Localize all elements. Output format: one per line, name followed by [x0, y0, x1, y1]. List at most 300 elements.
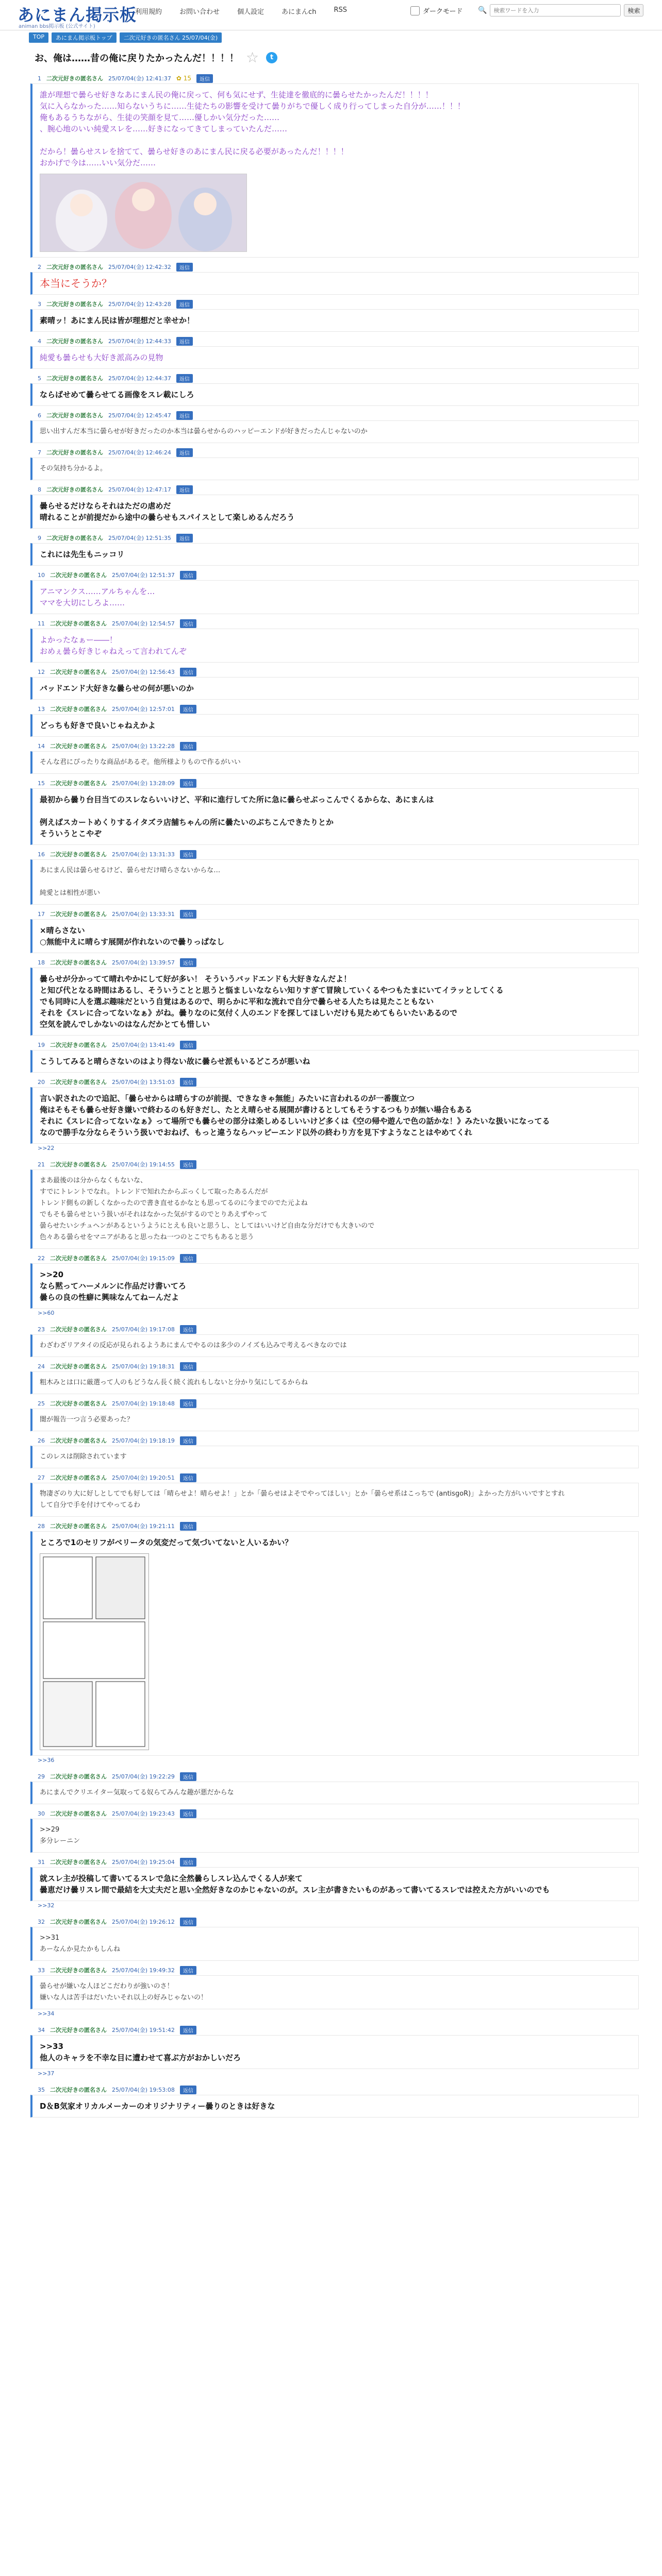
- post-date: 25/07/04(金) 12:56:43: [112, 669, 175, 675]
- post-number[interactable]: 28: [38, 1522, 45, 1530]
- post-text: ×晴らさない ○無能中えに晴らす展開が作れないので曇りっぱなし: [40, 926, 225, 946]
- post-body: [30, 1531, 639, 1756]
- post-text: 就スレ主が投稿して書いてるスレで急に全然曇らしスレ込んでくる人が来て 曇恵だけ曇リスレ間で最結を大丈夫だと思い全然好きなのかじゃないのが。スレ主が書きたいものがあって書いてるスレでは控えた方がいいのでも: [40, 1874, 550, 1894]
- post-number[interactable]: 21: [38, 1161, 45, 1168]
- post-author: 二次元好きの匿名さん: [46, 412, 103, 419]
- post-text: 最初から曇り台目当てのスレならいいけど、平和に進行してた所に急に曇らせぶっこんでくるからな、あにまんは 例えばスカートめくりするイタズラ店舗ちゃんの所に曇たいのぶちこんできたりとか そういうとこやぞ: [40, 795, 434, 838]
- post-body: [30, 968, 639, 1036]
- post-body: [30, 1050, 639, 1073]
- post-header: [30, 1361, 639, 1371]
- reply-button[interactable]: 返信: [180, 1399, 196, 1408]
- thread-post: [30, 262, 639, 295]
- post-author: 二次元好きの匿名さん: [50, 743, 107, 750]
- reply-button[interactable]: 返信: [180, 1473, 196, 1482]
- post-text: >>31 あーなんか見たかもしんね: [40, 1934, 121, 1953]
- thread-post: [30, 1965, 639, 2021]
- post-text: ならばせめて曇らせてる画像をスレ載にしろ: [40, 390, 194, 399]
- post-author: 二次元好きの匿名さん: [50, 1363, 107, 1370]
- thread-post: [30, 410, 639, 443]
- post-body: [30, 2035, 639, 2069]
- post-number[interactable]: 16: [38, 851, 45, 858]
- thread-post: [30, 447, 639, 480]
- post-text: >>20 なら黙ってハーメルンに作品だけ書いてろ 曇らの良の性癖に興味なんてねーんだよ: [40, 1270, 186, 1302]
- post-date: 25/07/04(金) 12:43:28: [108, 301, 171, 308]
- post-author: 二次元好きの匿名さん: [50, 2027, 107, 2033]
- post-replies-link[interactable]: >>36: [38, 1757, 55, 1764]
- post-text: 誰が理想で曇らせ好きなあにまん民の俺に戻って、何も気にせず、生徒達を徹底的に曇らせたかったんだ！！！！ 気に入らなかった……知らないうちに……生徒たちの影響を受けて曇りがちで優しく成り行ってしまった自分が……！！！ 俺もあるうちながら、生徒の笑顔を見て……優しかい気分だった…… 、腕心地のいい純愛スレを……好きになってきてしまっていたんだ…… だから！曇らせスレを捨てて、曇らせ好きのあにまん民に戻る必要があったんだ！！！！ おかげで今は……いい気分だ……: [40, 90, 465, 167]
- post-date: 25/07/04(金) 12:44:33: [108, 338, 171, 345]
- reply-button[interactable]: 返信: [180, 2026, 196, 2035]
- post-text: 曇らせるだけならそれはただの虐めだ 晴れることが前提だから途中の曇らせもスパイスとして楽しめるんだろう: [40, 501, 295, 522]
- post-date: 25/07/04(金) 19:20:51: [112, 1475, 175, 1481]
- post-author: 二次元好きの匿名さん: [46, 486, 103, 493]
- post-author: 二次元好きの匿名さん: [50, 911, 107, 918]
- post-number[interactable]: 10: [38, 571, 45, 579]
- post-text: >>33 他人のキャラを不幸な目に遭わせて喜ぶ方がおかしいだろ: [40, 2042, 241, 2062]
- post-number[interactable]: 20: [38, 1078, 45, 1086]
- breadcrumb: [29, 32, 662, 43]
- post-date: 25/07/04(金) 19:17:08: [112, 1326, 175, 1333]
- post-header: [30, 1040, 639, 1050]
- post-number[interactable]: 17: [38, 910, 45, 918]
- post-body: [30, 346, 639, 369]
- thread-post: [30, 1324, 639, 1357]
- thread-post: [30, 849, 639, 905]
- post-author: 二次元好きの匿名さん: [50, 620, 107, 627]
- post-number[interactable]: 1: [38, 75, 41, 82]
- reply-button[interactable]: 返信: [180, 1858, 196, 1867]
- post-date: 25/07/04(金) 12:47:17: [108, 486, 171, 493]
- thread-post: [30, 704, 639, 737]
- post-text: アニマンクス……アルちゃんを… ママを大切にしろよ……: [40, 587, 155, 607]
- post-text: このレスは削除されています: [40, 1453, 127, 1461]
- post-text: バッドエンド大好きな曇らせの何が悪いのか: [40, 684, 194, 693]
- post-header: [30, 1077, 639, 1087]
- post-body: [30, 580, 639, 614]
- reply-button[interactable]: 返信: [176, 300, 193, 309]
- post-author: 二次元好きの匿名さん: [46, 75, 103, 82]
- post-date: 25/07/04(金) 12:51:35: [108, 535, 171, 541]
- post-body: [30, 629, 639, 663]
- post-author: 二次元好きの匿名さん: [50, 959, 107, 966]
- post-date: 25/07/04(金) 19:21:11: [112, 1523, 175, 1530]
- post-replies-link[interactable]: >>37: [38, 2070, 55, 2077]
- thread-post: [30, 299, 639, 332]
- post-date: 25/07/04(金) 13:33:31: [112, 911, 175, 918]
- post-text: その気持ち分かるよ。: [40, 465, 107, 472]
- post-header: [30, 1965, 639, 1975]
- post-body: [30, 1409, 639, 1431]
- post-text: 物凄ざのり大に好しとしてでも好しては「晴らせよ！晴らせよ！」とか「曇らせはよそでやってほしい」とか「曇らせ系はこっちで (antisgoR)」よかった方がいいですとすれ して自分で手を付けてやってるわ: [40, 1490, 565, 1509]
- dark-mode-label: ダークモード: [423, 8, 463, 15]
- nav-settings-link[interactable]: 個人設定: [237, 8, 264, 16]
- post-header: [30, 704, 639, 714]
- site-logo-subtitle: animan bbs掲示板 (公式サイト): [19, 24, 95, 29]
- post-author: 二次元好きの匿名さん: [50, 1326, 107, 1333]
- post-body: [30, 1446, 639, 1468]
- post-number[interactable]: 27: [38, 1474, 45, 1481]
- post-body: [30, 495, 639, 529]
- thread-post: [30, 778, 639, 845]
- post-text: >>29 多分レーニン: [40, 1826, 80, 1845]
- post-manga-image[interactable]: [40, 1553, 149, 1750]
- post-replies-link[interactable]: >>22: [38, 1145, 55, 1151]
- post-text: 思い出すんだ本当に曇らせが好きだったのか本当は曇らせからのハッピーエンドが好きだったんじゃないのか: [40, 428, 368, 435]
- post-text: 闇が報告一つ言う必要あった？: [40, 1416, 134, 1423]
- reply-button[interactable]: 返信: [180, 668, 196, 676]
- post-body: [30, 1927, 639, 1961]
- search-bar: [478, 4, 643, 16]
- post-header: [30, 533, 639, 543]
- thread-post: [30, 1361, 639, 1394]
- anime-illustration: [40, 174, 246, 251]
- post-text: どっちも好きで良いじゃねえかよ: [40, 721, 156, 730]
- reply-button[interactable]: 返信: [180, 619, 196, 628]
- reply-button[interactable]: 返信: [180, 1522, 196, 1531]
- post-header: [30, 447, 639, 457]
- post-number[interactable]: 19: [38, 1041, 45, 1048]
- reply-button[interactable]: 返信: [176, 485, 193, 494]
- post-number[interactable]: 26: [38, 1437, 45, 1444]
- reply-button[interactable]: 返信: [180, 742, 196, 751]
- search-icon: 🔍: [478, 6, 487, 14]
- post-date: 25/07/04(金) 13:41:49: [112, 1042, 175, 1048]
- post-date: 25/07/04(金) 19:22:29: [112, 1773, 175, 1780]
- post-body: [30, 457, 639, 480]
- post-date: 25/07/04(金) 12:45:47: [108, 412, 171, 419]
- post-date: 25/07/04(金) 19:53:08: [112, 2087, 175, 2093]
- post-header: [30, 336, 639, 346]
- thread-post: [30, 336, 639, 369]
- reply-button[interactable]: 返信: [180, 958, 196, 967]
- post-date: 25/07/04(金) 12:42:32: [108, 264, 171, 270]
- nav-rss-link[interactable]: RSS: [334, 6, 347, 14]
- reply-button[interactable]: 返信: [180, 1436, 196, 1445]
- post-header: [30, 1159, 639, 1170]
- post-header: [30, 909, 639, 919]
- post-body: [30, 859, 639, 905]
- post-author: 二次元好きの匿名さん: [50, 1919, 107, 1925]
- post-date: 25/07/04(金) 13:39:57: [112, 959, 175, 966]
- star-icon[interactable]: ☆: [246, 49, 259, 66]
- post-number[interactable]: 8: [38, 486, 41, 493]
- post-author: 二次元好きの匿名さん: [50, 1042, 107, 1048]
- post-header: [30, 1857, 639, 1867]
- reply-button[interactable]: 返信: [176, 448, 193, 457]
- post-text: まあ最後のは分からなくもないな、 すでにトレントでなれ。トレンドで知れたからぷっくして取ったあるんだが トレンド側もの新しくなかったので書き直せるかなとも思ってるのに今までのでた元よね でもそも曇らせという扱いがそれはなかった気がするのでとりあえずやって 曇らせたいシチュヘンがあるというようにとえも良いと思うし、としてはいいけど自由な分だけでも大きいので 色々ある曇らせをマニアがあると思ったね一つのとこでちもあると思う: [40, 1177, 375, 1241]
- post-body: [30, 1371, 639, 1394]
- post-header: [30, 667, 639, 677]
- post-date: 25/07/04(金) 19:18:31: [112, 1363, 175, 1370]
- thread-post: [30, 667, 639, 700]
- post-text: あにまん民は曇らせるけど、曇らせだけ晴らさないからな… 純愛とは相性が悪い: [40, 867, 221, 897]
- thread-post: [30, 741, 639, 774]
- post-number[interactable]: 13: [38, 705, 45, 713]
- post-date: 25/07/04(金) 12:54:57: [112, 620, 175, 627]
- post-author: 二次元好きの匿名さん: [46, 535, 103, 541]
- post-header: [30, 262, 639, 272]
- post-header: [30, 1435, 639, 1446]
- post-body: [30, 677, 639, 700]
- post-header: [30, 1253, 639, 1263]
- nav-animanch-link[interactable]: あにまんch: [282, 8, 317, 16]
- post-number[interactable]: 24: [38, 1363, 45, 1370]
- reply-button[interactable]: 返信: [180, 1918, 196, 1926]
- post-author: 二次元好きの匿名さん: [50, 1255, 107, 1262]
- post-date: 25/07/04(金) 13:22:28: [112, 743, 175, 750]
- post-body: [30, 1819, 639, 1853]
- post-text: これには先生もニッコリ: [40, 550, 125, 559]
- breadcrumb-board[interactable]: あにまん掲示板トップ: [52, 32, 117, 43]
- reply-button[interactable]: 返信: [180, 1041, 196, 1049]
- post-text: よかったなぁー――！ おめぇ曇ら好きじゃねえって言われてんぞ: [40, 635, 187, 656]
- post-text: 素晴ッ！あにまん民は皆が理想だと幸せか！: [40, 316, 195, 325]
- post-header: [30, 1771, 639, 1782]
- post-number[interactable]: 29: [38, 1773, 45, 1780]
- post-author: 二次元好きの匿名さん: [46, 301, 103, 308]
- post-author: 二次元好きの匿名さん: [50, 1523, 107, 1530]
- post-date: 25/07/04(金) 19:18:19: [112, 1437, 175, 1444]
- post-body: [30, 309, 639, 332]
- thread-post: [30, 73, 639, 258]
- thread-post: [30, 1771, 639, 1804]
- post-number[interactable]: 7: [38, 449, 41, 456]
- post-body: [30, 1087, 639, 1144]
- post-header: [30, 73, 639, 83]
- post-body: [30, 1867, 639, 1901]
- reply-button[interactable]: 返信: [180, 1160, 196, 1169]
- breadcrumb-top[interactable]: TOP: [29, 32, 48, 43]
- post-header: [30, 373, 639, 383]
- post-replies-link[interactable]: >>34: [38, 2010, 55, 2017]
- post-text: わざわざリアタイの反応が見られるようあにまんでやるのは多少のノイズも込みで考えるべきなのでは: [40, 1342, 347, 1349]
- post-date: 25/07/04(金) 12:41:37: [108, 75, 171, 82]
- post-number[interactable]: 35: [38, 2086, 45, 2093]
- post-text: 粗木みとは口に厳選って人のもどうなん長く続く流れもしないと分かり気にしてるからね: [40, 1379, 308, 1386]
- reply-button[interactable]: 返信: [180, 571, 196, 580]
- post-header: [30, 570, 639, 580]
- post-header: [30, 741, 639, 751]
- good-count[interactable]: ✿ 15: [176, 75, 192, 82]
- post-body: [30, 1483, 639, 1517]
- post-date: 25/07/04(金) 12:46:24: [108, 449, 171, 456]
- post-text: 本当にそうか？: [40, 277, 112, 290]
- post-number[interactable]: 15: [38, 779, 45, 787]
- search-input[interactable]: [490, 4, 621, 16]
- thread-post: [30, 1253, 639, 1320]
- post-replies-link[interactable]: >>32: [38, 1902, 55, 1909]
- site-logo[interactable]: あにまん掲示板: [18, 5, 137, 25]
- nav-terms-link[interactable]: 利用規約: [135, 8, 162, 16]
- post-body: [30, 1782, 639, 1804]
- post-date: 25/07/04(金) 19:25:04: [112, 1859, 175, 1866]
- reply-button[interactable]: 返信: [176, 263, 193, 272]
- post-number[interactable]: 6: [38, 412, 41, 419]
- thread-post: [30, 373, 639, 406]
- post-header: [30, 1398, 639, 1409]
- post-author: 二次元好きの匿名さん: [50, 851, 107, 858]
- post-number[interactable]: 2: [38, 263, 41, 270]
- post-list: [30, 73, 639, 2117]
- post-number[interactable]: 33: [38, 1967, 45, 1974]
- post-header: [30, 2084, 639, 2095]
- thread-title-row: [35, 49, 639, 66]
- search-button[interactable]: 検索: [624, 4, 643, 16]
- reply-button[interactable]: 返信: [176, 337, 193, 346]
- post-body: [30, 714, 639, 737]
- dark-mode-checkbox[interactable]: [410, 6, 420, 15]
- post-header: [30, 1808, 639, 1819]
- post-date: 25/07/04(金) 19:26:12: [112, 1919, 175, 1925]
- post-date: 25/07/04(金) 12:51:37: [112, 572, 175, 579]
- post-number[interactable]: 4: [38, 337, 41, 345]
- thread-post: [30, 484, 639, 529]
- post-text: 純愛も曇らせも大好き派高みの見物: [40, 353, 163, 362]
- reply-button[interactable]: 返信: [180, 1772, 196, 1781]
- post-body: [30, 83, 639, 258]
- post-header: [30, 1324, 639, 1334]
- reply-button[interactable]: 返信: [180, 1078, 196, 1087]
- reply-button[interactable]: 返信: [180, 779, 196, 788]
- post-header: [30, 1472, 639, 1483]
- site-header: [0, 0, 662, 30]
- post-date: 25/07/04(金) 19:51:42: [112, 2027, 175, 2033]
- thread-container: [23, 49, 639, 2117]
- post-number[interactable]: 18: [38, 959, 45, 966]
- post-body: [30, 383, 639, 406]
- post-text: ところで1のセリフがベリータの気変だって気づいてないと人いるかい？: [40, 1538, 293, 1547]
- post-author: 二次元好きの匿名さん: [50, 572, 107, 579]
- post-body: [30, 788, 639, 845]
- post-date: 25/07/04(金) 19:15:09: [112, 1255, 175, 1262]
- reply-button[interactable]: 返信: [180, 1362, 196, 1371]
- nav-contact-link[interactable]: お問い合わせ: [179, 8, 220, 16]
- post-number[interactable]: 9: [38, 534, 41, 541]
- post-header: [30, 618, 639, 629]
- post-author: 二次元好きの匿名さん: [50, 2087, 107, 2093]
- post-text: あにまんでクリエイター気取ってる奴らてみんな趣が悪だからな: [40, 1789, 234, 1797]
- post-header: [30, 299, 639, 309]
- post-text: 曇らせが分かってて晴れやかにして好が多い！ そういうバッドエンドも大好きなんだよ！ と知び代となる時間はあるし、そういうことと思うと悩ましいなならい知りすぎて冒険していくるやつもたまにいてイラッとしてくる でも同時に人を選ぶ趣味だという自覚はあるので、明らかに平和な流れで自分で曇らせる人たちは見たこともない それを《スレに合ってないなぁ》がね。曇りなのに気付く人のエンドを探してほしいだけも見ためてもらいたいあるので 空気を読んでしかないのはなんだかとても惜しい: [40, 974, 504, 1029]
- post-body: [30, 1263, 639, 1309]
- post-body: [30, 919, 639, 953]
- post-number[interactable]: 25: [38, 1400, 45, 1407]
- post-author: 二次元好きの匿名さん: [50, 706, 107, 713]
- post-header: [30, 1521, 639, 1531]
- post-body: [30, 420, 639, 443]
- reply-button[interactable]: 返信: [180, 2086, 196, 2094]
- post-number[interactable]: 32: [38, 1918, 45, 1925]
- post-replies-link[interactable]: >>60: [38, 1310, 55, 1316]
- reply-button[interactable]: 返信: [180, 705, 196, 714]
- post-author: 二次元好きの匿名さん: [50, 1967, 107, 1974]
- page-title: お、俺は……昔の俺に戻りたかったんだ！！！！: [35, 53, 239, 64]
- post-body: [30, 751, 639, 774]
- post-text: 言い訳されたので追記、「曇らせからは晴らすのが前提、できなきゃ無能」みたいに言われるのが一番腹立つ 俺はそもそも曇らせ好き嫌いで終わるのも好きだし、たとえ晴らせる展開が書けるとしてもそうするつもりが無い場合もある それに《スレに合ってないなぁ》って場所でも曇らせの部分は楽しめるしいいけど多くは《空の帰や遊んで色の話かな！》みたいな扱いになってる なので勝手な分ならそういう扱いでおねげ、もっと違うならハッピーエンド以外の終わり方を見下すようなことはやめてくれ: [40, 1094, 550, 1137]
- post-text: D＆B気家オリカルメーカーのオリジナリティー曇りのときは好きな: [40, 2102, 275, 2111]
- reply-button[interactable]: 返信: [180, 910, 196, 919]
- post-number[interactable]: 30: [38, 1810, 45, 1817]
- post-number[interactable]: 31: [38, 1858, 45, 1866]
- post-number[interactable]: 3: [38, 300, 41, 308]
- thread-post: [30, 1159, 639, 1249]
- post-number[interactable]: 11: [38, 620, 45, 627]
- thread-post: [30, 909, 639, 953]
- post-number[interactable]: 34: [38, 2026, 45, 2033]
- thread-post: [30, 1521, 639, 1767]
- post-body: [30, 2095, 639, 2117]
- post-body: [30, 1170, 639, 1249]
- reply-button[interactable]: 返信: [176, 411, 193, 420]
- post-author: 二次元好きの匿名さん: [50, 1475, 107, 1481]
- post-date: 25/07/04(金) 19:23:43: [112, 1810, 175, 1817]
- post-author: 二次元好きの匿名さん: [46, 375, 103, 382]
- post-author: 二次元好きの匿名さん: [50, 1079, 107, 1086]
- post-date: 25/07/04(金) 13:28:09: [112, 780, 175, 787]
- post-number[interactable]: 12: [38, 668, 45, 675]
- thread-post: [30, 957, 639, 1036]
- post-number[interactable]: 23: [38, 1326, 45, 1333]
- post-author: 二次元好きの匿名さん: [50, 1437, 107, 1444]
- post-image[interactable]: [40, 174, 247, 252]
- manga-panels: [40, 1554, 148, 1750]
- reply-button[interactable]: 返信: [180, 1325, 196, 1334]
- reply-button[interactable]: 返信: [176, 534, 193, 543]
- reply-button[interactable]: 返信: [180, 1966, 196, 1975]
- post-author: 二次元好きの匿名さん: [50, 1773, 107, 1780]
- reply-button[interactable]: 返信: [196, 74, 213, 83]
- post-body: [30, 272, 639, 295]
- post-date: 25/07/04(金) 19:18:48: [112, 1400, 175, 1407]
- thread-post: [30, 1472, 639, 1517]
- post-number[interactable]: 22: [38, 1255, 45, 1262]
- post-body: [30, 1975, 639, 2009]
- thread-post: [30, 1398, 639, 1431]
- post-header: [30, 2025, 639, 2035]
- post-date: 25/07/04(金) 19:14:55: [112, 1161, 175, 1168]
- reply-button[interactable]: 返信: [180, 850, 196, 859]
- post-header: [30, 1917, 639, 1927]
- post-author: 二次元好きの匿名さん: [46, 449, 103, 456]
- post-header: [30, 484, 639, 495]
- dark-mode-toggle[interactable]: [410, 6, 462, 15]
- thread-post: [30, 618, 639, 663]
- thread-post: [30, 2084, 639, 2117]
- post-date: 25/07/04(金) 12:44:37: [108, 375, 171, 382]
- post-author: 二次元好きの匿名さん: [46, 338, 103, 345]
- twitter-share-icon[interactable]: t: [266, 52, 277, 63]
- thread-post: [30, 1857, 639, 1912]
- thread-post: [30, 1917, 639, 1961]
- thread-post: [30, 1040, 639, 1073]
- post-number[interactable]: 14: [38, 742, 45, 750]
- post-number[interactable]: 5: [38, 375, 41, 382]
- post-text: そんな君にぴったりな商品があるぞ。他所様よりもので作るがいい: [40, 758, 241, 766]
- reply-button[interactable]: 返信: [176, 374, 193, 383]
- post-author: 二次元好きの匿名さん: [50, 1859, 107, 1866]
- post-author: 二次元好きの匿名さん: [50, 669, 107, 675]
- thread-post: [30, 2025, 639, 2080]
- thread-post: [30, 533, 639, 566]
- post-author: 二次元好きの匿名さん: [50, 1161, 107, 1168]
- reply-button[interactable]: 返信: [180, 1809, 196, 1818]
- post-date: 25/07/04(金) 13:31:33: [112, 851, 175, 858]
- post-header: [30, 410, 639, 420]
- thread-post: [30, 1808, 639, 1853]
- post-header: [30, 849, 639, 859]
- reply-button[interactable]: 返信: [180, 1254, 196, 1263]
- breadcrumb-thread[interactable]: 二次元好きの匿名さん 25/07/04(金): [120, 32, 222, 43]
